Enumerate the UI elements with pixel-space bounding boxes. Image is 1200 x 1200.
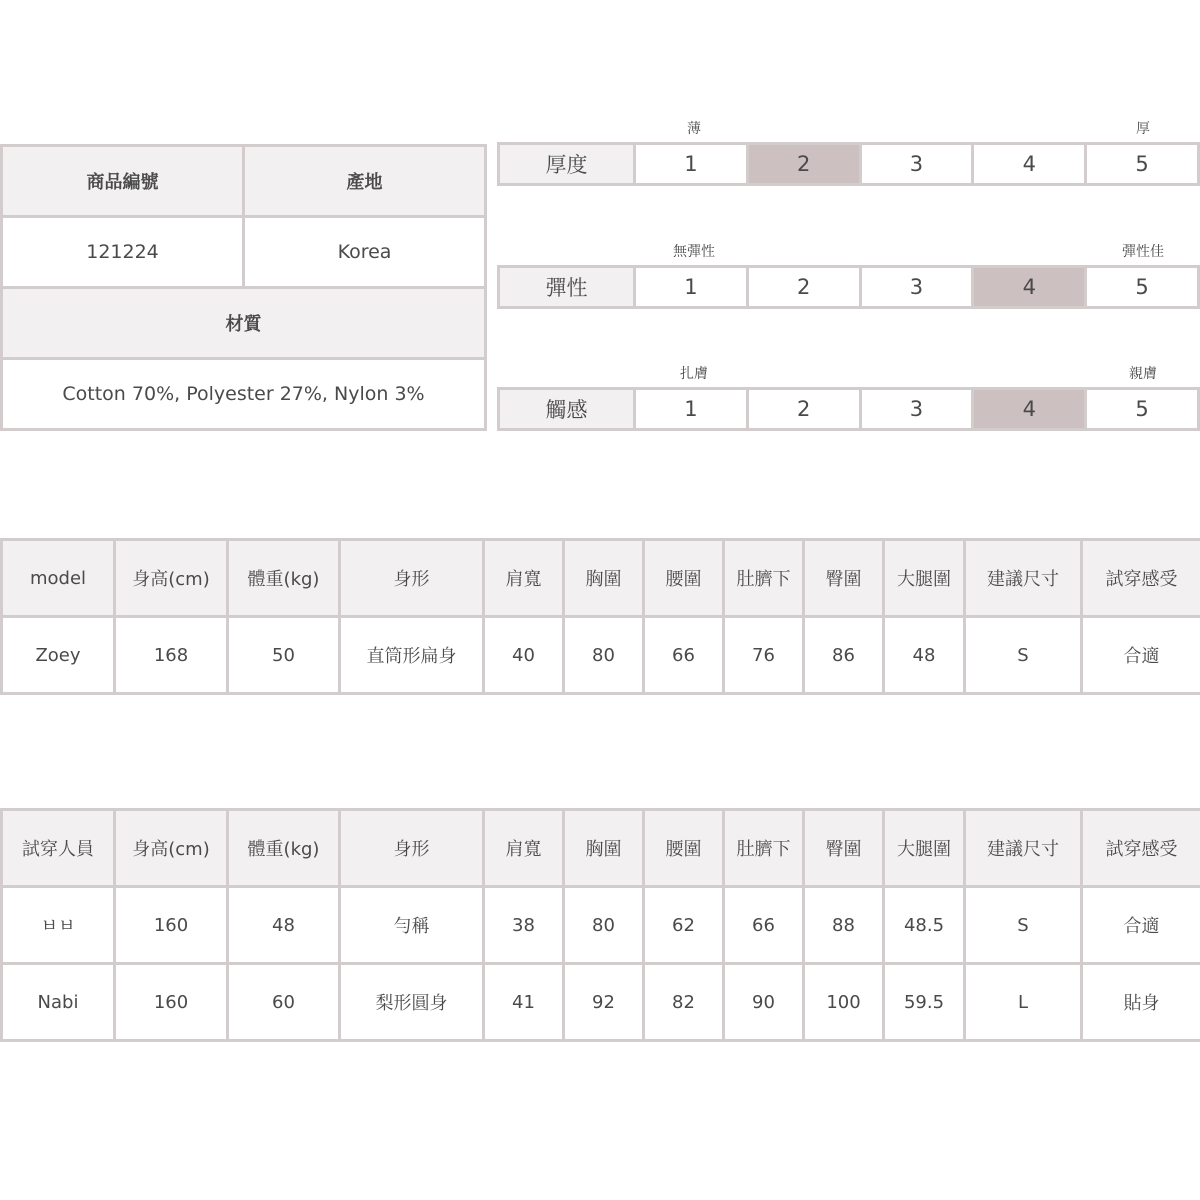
table-cell: 直筒形扁身	[340, 617, 484, 694]
scale-option-selected: 4	[973, 389, 1086, 430]
column-header: 肩寬	[484, 540, 564, 617]
table-cell: 82	[644, 964, 724, 1041]
thickness-scale	[497, 118, 1200, 186]
table-cell: 66	[644, 617, 724, 694]
table-row	[2, 887, 1200, 964]
table-cell: 88	[804, 887, 884, 964]
scale-option: 3	[860, 267, 973, 308]
texture-scale	[497, 363, 1200, 431]
scale-table	[497, 387, 1200, 431]
column-header: 體重(kg)	[228, 810, 340, 887]
scale-low-label: 薄	[687, 121, 701, 137]
column-header: 腰圍	[644, 810, 724, 887]
column-header: 肚臍下	[724, 540, 804, 617]
table-cell: Zoey	[2, 617, 115, 694]
column-header: 臀圍	[804, 810, 884, 887]
table-cell: 合適	[1082, 617, 1200, 694]
table-cell: S	[965, 617, 1082, 694]
product-info-table	[0, 144, 487, 431]
scale-label: 觸感	[499, 389, 635, 430]
table-row	[2, 964, 1200, 1041]
table-cell: 50	[228, 617, 340, 694]
scale-high-label: 親膚	[1129, 366, 1157, 382]
scale-table	[497, 265, 1200, 309]
table-header-row	[2, 810, 1200, 887]
table-cell: 59.5	[884, 964, 965, 1041]
material-value: Cotton 70%, Polyester 27%, Nylon 3%	[2, 359, 486, 430]
scale-high-label: 彈性佳	[1122, 244, 1164, 260]
column-header: 臀圍	[804, 540, 884, 617]
table-cell: 86	[804, 617, 884, 694]
scale-option: 1	[635, 267, 748, 308]
origin-label: 產地	[244, 146, 486, 217]
scale-option: 3	[860, 144, 973, 185]
scale-label: 厚度	[499, 144, 635, 185]
table-cell: 38	[484, 887, 564, 964]
scale-option-selected: 2	[747, 144, 860, 185]
column-header: 試穿人員	[2, 810, 115, 887]
scale-option: 3	[860, 389, 973, 430]
table-cell: 貼身	[1082, 964, 1200, 1041]
table-cell: 60	[228, 964, 340, 1041]
table-cell: 100	[804, 964, 884, 1041]
scale-option: 5	[1086, 144, 1199, 185]
table-header-row	[2, 540, 1200, 617]
table-cell: 160	[115, 964, 228, 1041]
column-header: 體重(kg)	[228, 540, 340, 617]
scale-option-selected: 4	[973, 267, 1086, 308]
scale-low-label: 無彈性	[673, 244, 715, 260]
elasticity-scale	[497, 241, 1200, 309]
column-header: 試穿感受	[1082, 810, 1200, 887]
column-header: 身形	[340, 540, 484, 617]
table-cell: 62	[644, 887, 724, 964]
column-header: 身形	[340, 810, 484, 887]
table-cell: 90	[724, 964, 804, 1041]
material-label: 材質	[2, 288, 486, 359]
table-cell: ㅂㅂ	[2, 887, 115, 964]
column-header: 建議尺寸	[965, 810, 1082, 887]
table-cell: 48.5	[884, 887, 965, 964]
table-cell: Nabi	[2, 964, 115, 1041]
table-cell: 合適	[1082, 887, 1200, 964]
scale-high-label: 厚	[1136, 121, 1150, 137]
product-code-label: 商品編號	[2, 146, 244, 217]
column-header: 肩寬	[484, 810, 564, 887]
scale-label: 彈性	[499, 267, 635, 308]
table-cell: 41	[484, 964, 564, 1041]
table-cell: 66	[724, 887, 804, 964]
table-cell: 梨形圓身	[340, 964, 484, 1041]
table-cell: 勻稱	[340, 887, 484, 964]
table-cell: 40	[484, 617, 564, 694]
column-header: model	[2, 540, 115, 617]
table-cell: 80	[564, 617, 644, 694]
column-header: 試穿感受	[1082, 540, 1200, 617]
scale-option: 4	[973, 144, 1086, 185]
column-header: 建議尺寸	[965, 540, 1082, 617]
table-cell: L	[965, 964, 1082, 1041]
column-header: 大腿圍	[884, 810, 965, 887]
column-header: 胸圍	[564, 810, 644, 887]
scale-option: 1	[635, 144, 748, 185]
scale-option: 1	[635, 389, 748, 430]
column-header: 身高(cm)	[115, 810, 228, 887]
scale-option: 2	[747, 267, 860, 308]
table-cell: 168	[115, 617, 228, 694]
column-header: 胸圍	[564, 540, 644, 617]
model-measurement-table	[0, 538, 1200, 695]
scale-option: 5	[1086, 267, 1199, 308]
column-header: 肚臍下	[724, 810, 804, 887]
scale-option: 2	[747, 389, 860, 430]
scale-low-label: 扎膚	[680, 366, 708, 382]
column-header: 大腿圍	[884, 540, 965, 617]
table-cell: 80	[564, 887, 644, 964]
scale-option: 5	[1086, 389, 1199, 430]
column-header: 腰圍	[644, 540, 724, 617]
table-row	[2, 617, 1200, 694]
table-cell: 48	[228, 887, 340, 964]
scale-table	[497, 142, 1200, 186]
table-cell: 48	[884, 617, 965, 694]
table-cell: 92	[564, 964, 644, 1041]
product-code-value: 121224	[2, 217, 244, 288]
tryon-measurement-table	[0, 808, 1200, 1042]
table-cell: 160	[115, 887, 228, 964]
origin-value: Korea	[244, 217, 486, 288]
column-header: 身高(cm)	[115, 540, 228, 617]
table-cell: S	[965, 887, 1082, 964]
table-cell: 76	[724, 617, 804, 694]
